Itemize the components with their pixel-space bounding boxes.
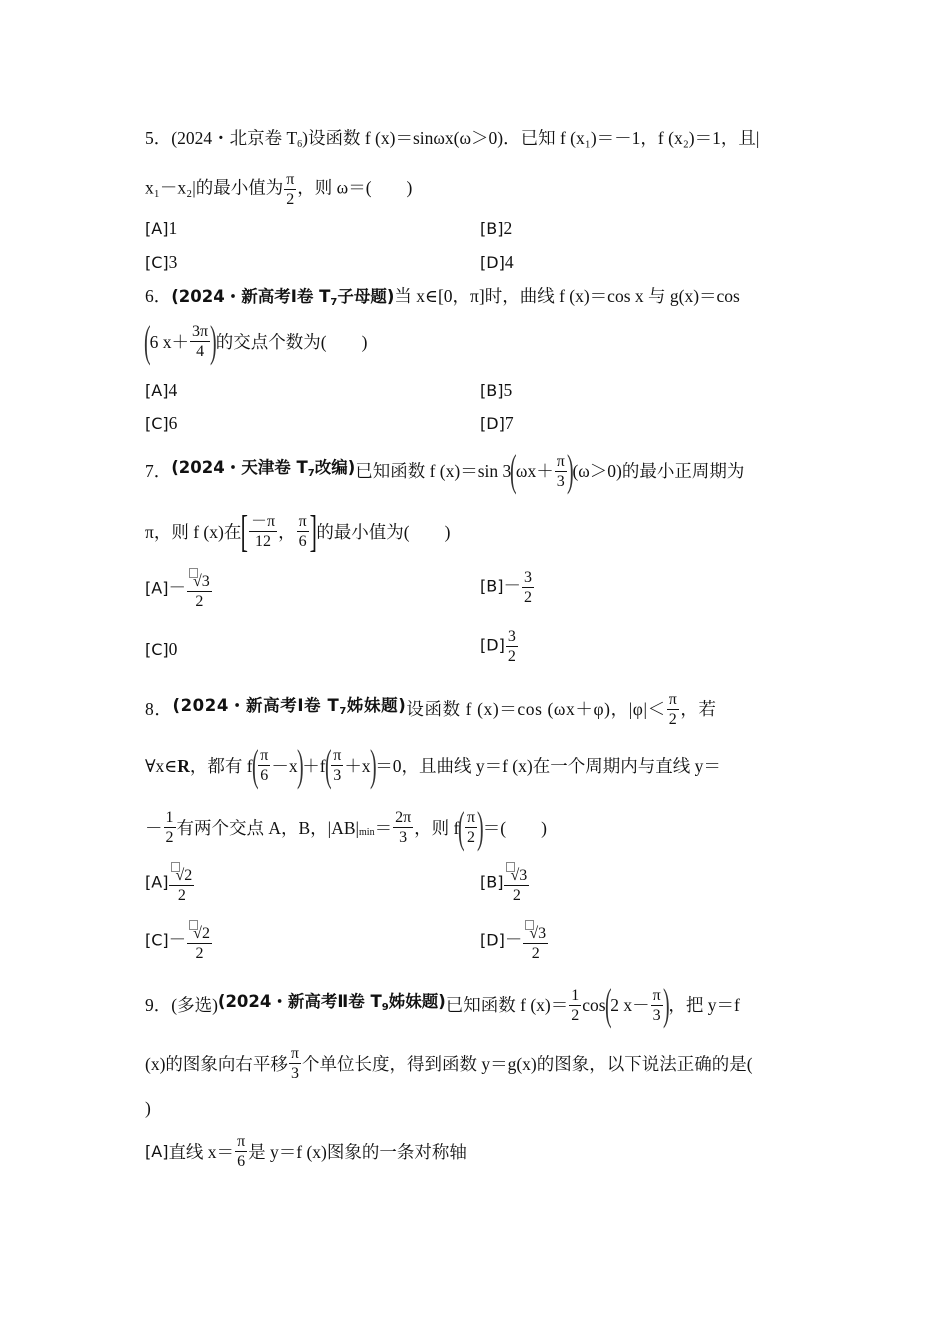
q9-option-a[interactable]: [A]直线 x＝ $\frac{\pi}{6}$ 是 y＝f (x)图象的一条对称轴 <box>145 1133 467 1171</box>
question-9-line-3: ) <box>145 1098 151 1118</box>
question-8-line-3: － $\frac{1}{2}$ 有两个交点 A，B，$|AB|_{min}=$ $\frac{2\pi}{3}$ ，则 f( $\frac{\pi}{2}$ )＝( ) <box>145 802 547 852</box>
question-7-line-2: π，则 f (x)在[ $\frac{-\pi}{12}$ ， $\frac{\pi}{6}$ ]的最小值为( ) <box>145 506 451 556</box>
q6-option-b[interactable]: [B]5 <box>480 380 513 400</box>
q8-option-c[interactable]: [C]－ $\frac{√2}{2}$ <box>145 920 213 963</box>
q7-option-d[interactable]: [D] $\frac{3}{2}$ <box>480 628 516 665</box>
q5-option-c[interactable]: [C]3 <box>145 252 178 272</box>
question-9-line-2: (x)的图象向右平移 $\frac{\pi}{3}$ 个单位长度，得到函数 y＝g(x)的图象，以下说法正确的是( <box>145 1045 753 1083</box>
question-source: (2024・新高考Ⅰ卷 $T_7$子母题) <box>171 287 395 308</box>
question-8-line-2: ∀x∈R，都有 f( $\frac{\pi}{6}$ －x)＋f( $\frac{\pi}{3}$ ＋x)＝0，且曲线 y＝f (x)在一个周期内与直线 y＝ <box>145 740 721 790</box>
q5-option-b[interactable]: [B]2 <box>480 218 513 238</box>
q6-option-d[interactable]: [D]7 <box>480 413 514 433</box>
question-9-line-1: 9．(多选)(2024・新高考Ⅱ卷 $T_9$姊妹题)已知函数 f (x)＝ $\frac{1}{2}$ cos(2 x－ $\frac{\pi}{3}$ )，把 y＝f <box>145 980 740 1029</box>
question-stem: 设函数 f (x)＝sinωx(ω＞0)．已知 f (x₁)＝－1，f (x₂)＝1，且| <box>307 128 760 148</box>
question-5-line-2: x₁－x₂|的最小值为 $\frac{\pi}{2}$ ，则 ω＝( ) <box>145 171 413 208</box>
q8-option-d[interactable]: [D]－ $\frac{√3}{2}$ <box>480 920 549 963</box>
question-7-line-1: 7．(2024・天津卷 $T_7$改编)已知函数 f (x)＝sin 3(ωx＋ $\frac{\pi}{3}$ )(ω＞0)的最小正周期为 <box>145 446 745 495</box>
q6-option-a[interactable]: [A]4 <box>145 380 178 400</box>
question-5-line-1 <box>145 126 810 157</box>
q6-option-c[interactable]: [C]6 <box>145 413 178 433</box>
question-source: (2024・北京卷 $T_6$) <box>171 128 308 150</box>
question-8-line-1: 8．(2024・新高考Ⅰ卷 $T_7$姊妹题)设函数 f (x)＝cos (ωx＋φ)，|φ|＜ $\frac{\pi}{2}$ ，若 <box>145 690 717 728</box>
question-6-line-1: 6．(2024・新高考Ⅰ卷 $T_7$子母题)当 x∈[0，π]时，曲线 f (x)＝cos x 与 g(x)＝cos <box>145 286 740 308</box>
q7-option-c[interactable]: [C]0 <box>145 639 178 659</box>
fraction: $\frac{\pi}{2}$ <box>286 171 295 208</box>
question-6-line-2: (6 x＋ $\frac{3\pi}{4}$ )的交点个数为( ) <box>144 316 368 366</box>
q7-option-b[interactable]: [B]－ $\frac{3}{2}$ <box>480 569 532 606</box>
q5-option-d[interactable]: [D]4 <box>480 252 514 272</box>
q8-option-b[interactable]: [B] $\frac{√3}{2}$ <box>480 862 530 905</box>
q7-option-a[interactable]: [A]－ $\frac{√3}{2}$ <box>145 568 213 611</box>
q8-option-a[interactable]: [A] $\frac{√2}{2}$ <box>145 862 195 905</box>
question-number: 5． <box>145 128 172 148</box>
q5-option-a[interactable]: [A]1 <box>145 218 178 238</box>
